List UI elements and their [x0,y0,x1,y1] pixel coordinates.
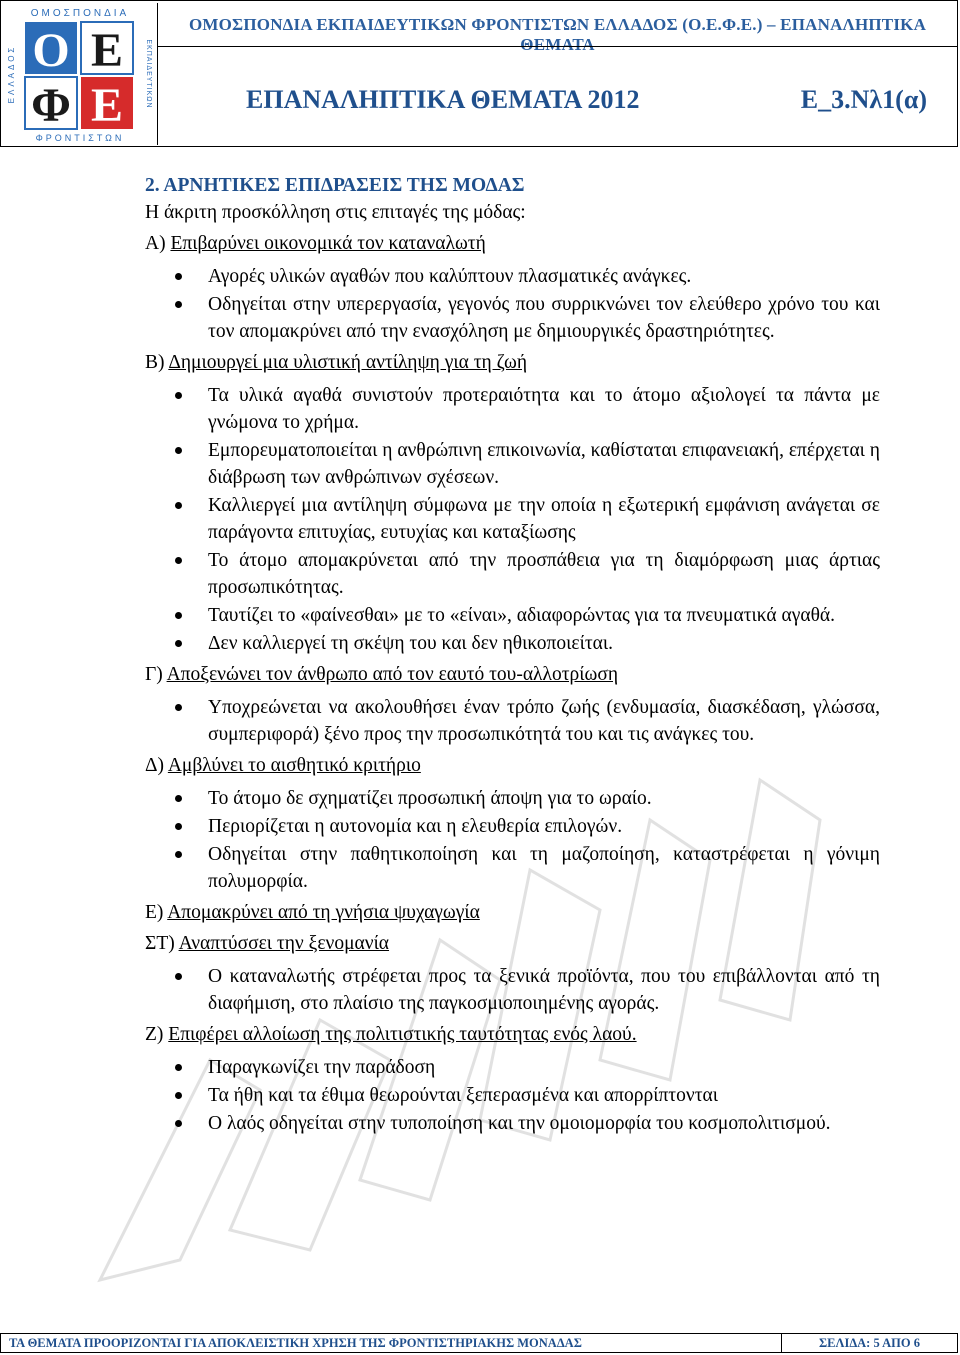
logo-letter-e1: Ε [90,24,124,77]
exam-code: Ε_3.Νλ1(α) [800,85,927,114]
group-heading-e: Ε) Απομακρύνει από τη γνήσια ψυχαγωγία [145,902,480,923]
bullet-list-b [145,382,880,657]
list-item: Ταυτίζει το «φαίνεσθαι» με το «είναι», αδιαφορώντας για τα πνευματικά αγαθά. [145,602,880,629]
list-item: Καλλιεργεί μια αντίληψη σύμφωνα με την οποία η εξωτερική εμφάνιση ανάγεται σε παράγοντα επιτυχίας, ευτυχίας και καταξίωσης [145,492,880,546]
list-item: Τα ήθη και τα έθιμα θεωρούνται ξεπερασμένα και απορρίπτονται [145,1082,880,1109]
document-body [145,172,880,1137]
logo-letter-o: Ο [32,24,70,77]
section-title: 2. ΑΡΝΗΤΙΚΕΣ ΕΠΙΔΡΑΣΕΙΣ ΤΗΣ ΜΟΔΑΣ [145,175,525,196]
logo-top-text: ΟΜΟΣΠΟΝΔΙΑ [30,8,130,19]
logo-left-text: ΕΛΛΑΔΟΣ [7,44,16,104]
page-number: ΣΕΛΙΔΑ: 5 ΑΠΟ 6 [781,1334,957,1352]
bullet-list-st [145,963,880,1017]
logo-bottom-text: ΦΡΟΝΤΙΣΤΩΝ [35,133,125,143]
bullet-list-z [145,1054,880,1137]
footer-notice: ΤΑ ΘΕΜΑΤΑ ΠΡΟΟΡΙΖΟΝΤΑΙ ΓΙΑ ΑΠΟΚΛΕΙΣΤΙΚΗ ΧΡΗΣΗ ΤΗΣ ΦΡΟΝΤΙΣΤΗΡΙΑΚΗΣ ΜΟΝΑΔΑΣ [9,1336,582,1350]
group-heading-st: ΣΤ) Αναπτύσσει την ξενομανία [145,933,390,954]
list-item: Αγορές υλικών αγαθών που καλύπτουν πλασματικές ανάγκες. [145,263,880,290]
list-item: Τα υλικά αγαθά συνιστούν προτεραιότητα και το άτομο αξιολογεί τα πάντα με γνώμονα το χρήμα. [145,382,880,436]
header-divider [158,46,957,47]
list-item: Οδηγείται στην παθητικοποίηση και τη μαζοποίηση, καταστρέφεται η γόνιμη πολυμορφία. [145,841,880,895]
bullet-list-d [145,785,880,895]
header-info [158,1,957,146]
list-item: Υποχρεώνεται να ακολουθήσει έναν τρόπο ζωής (ενδυμασία, διασκέδαση, γλώσσα, συμπεριφορά) ξένο προς την προσωπικότητά του και τις ανάγκες του. [145,694,880,748]
organization-name: ΟΜΟΣΠΟΝΔΙΑ ΕΚΠΑΙΔΕΥΤΙΚΩΝ ΦΡΟΝΤΙΣΤΩΝ ΕΛΛΑΔΟΣ (Ο.Ε.Φ.Ε.) – ΕΠΑΝΑΛΗΠΤΙΚΑ ΘΕΜΑΤΑ [188,15,927,54]
page-footer [0,1333,958,1353]
list-item: Ο καταναλωτής στρέφεται προς τα ξενικά προϊόντα, που του επιβάλλονται από τη διαφήμιση, στο πλαίσιο της παγκοσμιοποιημένης αγοράς. [145,963,880,1017]
group-heading-b: Β) Δημιουργεί μια υλιστική αντίληψη για τη ζωή [145,352,528,373]
list-item: Περιορίζεται η αυτονομία και η ελευθερία επιλογών. [145,813,880,840]
exam-title: ΕΠΑΝΑΛΗΠΤΙΚΑ ΘΕΜΑΤΑ 2012 [246,85,640,114]
logo-right-text: ΕΚΠΑΙΔΕΥΤΙΚΩΝ [145,39,152,109]
group-heading-a: Α) Επιβαρύνει οικονομικά τον καταναλωτή [145,233,486,254]
group-heading-z: Ζ) Επιφέρει αλλοίωση της πολιτιστικής ταυτότητας ενός λαού. [145,1024,637,1045]
list-item: Ο λαός οδηγείται στην τυποποίηση και την ομοιομορφία του κοσμοπολιτισμού. [145,1110,880,1137]
list-item: Εμπορευματοποιείται η ανθρώπινη επικοινωνία, καθίσταται επιφανειακή, επέρχεται η διάβρωση των ανθρώπινων σχέσεων. [145,437,880,491]
list-item: Το άτομο δε σχηματίζει προσωπική άποψη για το ωραίο. [145,785,880,812]
oefe-logo [3,3,158,145]
oefe-logo-graphic [3,3,157,145]
section-intro: Η άκριτη προσκόλληση στις επιταγές της μόδας: [145,202,526,223]
list-item: Οδηγείται στην υπερεργασία, γεγονός που συρρικνώνει τον ελεύθερο χρόνο του και τον απομακρύνει από την ενασχόληση με δημιουργικές δραστηριότητες. [145,291,880,345]
bullet-list-c [145,694,880,748]
list-item: Παραγκωνίζει την παράδοση [145,1054,880,1081]
logo-letter-e2: Ε [90,79,124,132]
group-heading-c: Γ) Αποξενώνει τον άνθρωπο από τον εαυτό του-αλλοτρίωση [145,664,619,685]
logo-letter-f: Φ [31,79,71,132]
page-header [0,0,958,147]
bullet-list-a [145,263,880,345]
list-item: Το άτομο απομακρύνεται από την προσπάθεια για τη διαμόρφωση μιας άρτιας προσωπικότητας. [145,547,880,601]
group-heading-d: Δ) Αμβλύνει το αισθητικό κριτήριο [145,755,421,776]
list-item: Δεν καλλιεργεί τη σκέψη του και δεν ηθικοποιείται. [145,630,880,657]
